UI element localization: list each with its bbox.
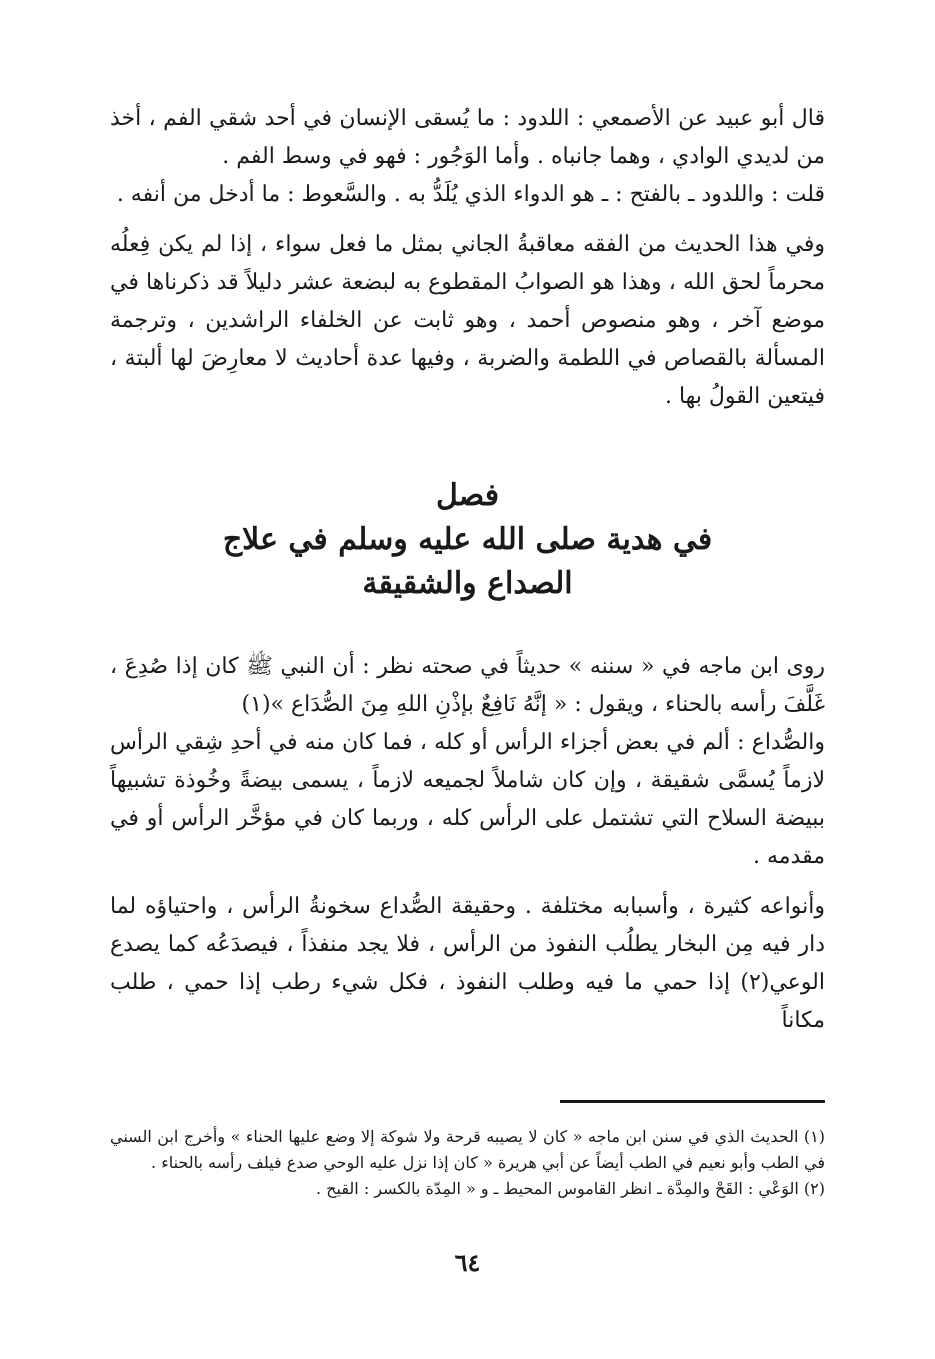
page-body: [110, 100, 825, 1040]
section-title-line1: في هدية صلى الله عليه وسلم في علاج: [222, 522, 713, 557]
paragraph-definition: والصُّداع : ألم في بعض أجزاء الرأس أو كله ، فما كان منه في أحدِ شِقي الرأس لازماً يُسمَّى شقيقة ، وإن كان شاملاً لجميعه لازماً ، يسمى بيضةً وخُوذة تشبيهاً ببيضة السلاح التي تشتمل على الرأس كله ، وربما كان في مؤخَّر الرأس أو في مقدمه .: [110, 730, 825, 869]
paragraph-ladud: قلت : واللدود ـ بالفتح : ـ هو الدواء الذي يُلَدُّ به . والسَّعوط : ما أدخل من أنفه .: [116, 182, 825, 207]
paragraph-asmai: قال أبو عبيد عن الأصمعي : اللدود : ما يُسقى الإنسان في أحد شقي الفم ، أخذ من لديدي الوادي ، وهما جانباه . وأما الوَجُور : فهو في وسط الفم .: [110, 106, 825, 169]
paragraph-fiqh: وفي هذا الحديث من الفقه معاقبةُ الجاني بمثل ما فعل سواء ، إذا لم يكن فِعلُه محرماً لحق الله ، وهذا هو الصوابُ المقطوع به لبضعة عشر دليلاً قد ذكرناها في موضع آخر ، وهو منصوص أحمد ، وهو ثابت عن الخلفاء الراشدين ، وترجمة المسألة بالقصاص في اللطمة والضربة ، وفيها عدة أحاديث لا معارِضَ لها ألبتة ، فيتعين القولُ بها .: [110, 232, 825, 409]
section-heading: [110, 474, 825, 606]
section-title-line2: الصداع والشقيقة: [362, 566, 573, 601]
page-number: ٦٤: [454, 1248, 481, 1277]
footnote-divider: [560, 1100, 825, 1103]
paragraph-hadith: روى ابن ماجه في « سننه » حديثاً في صحته نظر : أن النبي ﷺ كان إذا صُدِعَ ، غَلَّفَ رأسه بالحناء ، ويقول : « إنَّهُ نَافِعٌ بإذْنِ اللهِ مِنَ الصُّدَاع »(١): [110, 654, 825, 717]
footnotes: [110, 1124, 825, 1202]
paragraph-causes: وأنواعه كثيرة ، وأسبابه مختلفة . وحقيقة الصُّداع سخونةُ الرأس ، واحتياؤه لما دار فيه مِن البخار يطلُب النفوذ من الرأس ، فلا يجد منفذاً ، فيصدَعُه كما يصدع الوعي(٢) إذا حمي ما فيه وطلب النفوذ ، فكل شيء رطب إذا حمي ، طلب مكاناً: [110, 894, 825, 1033]
footnote-2: (٢) الوَعْي : القَحْ والمِدَّة ـ انظر القاموس المحيط ـ و « المِدّة بالكسر : القيح .: [316, 1179, 825, 1198]
footnote-1: (١) الحديث الذي في سنن ابن ماجه « كان لا يصيبه قرحة ولا شوكة إلا وضع عليها الحناء » وأخرج ابن السني في الطب وأبو نعيم في الطب أيضاً عن أبي هريرة « كان إذا نزل عليه الوحي صدع فيلف رأسه بالحناء .: [110, 1127, 826, 1172]
section-label: فصل: [435, 478, 500, 513]
